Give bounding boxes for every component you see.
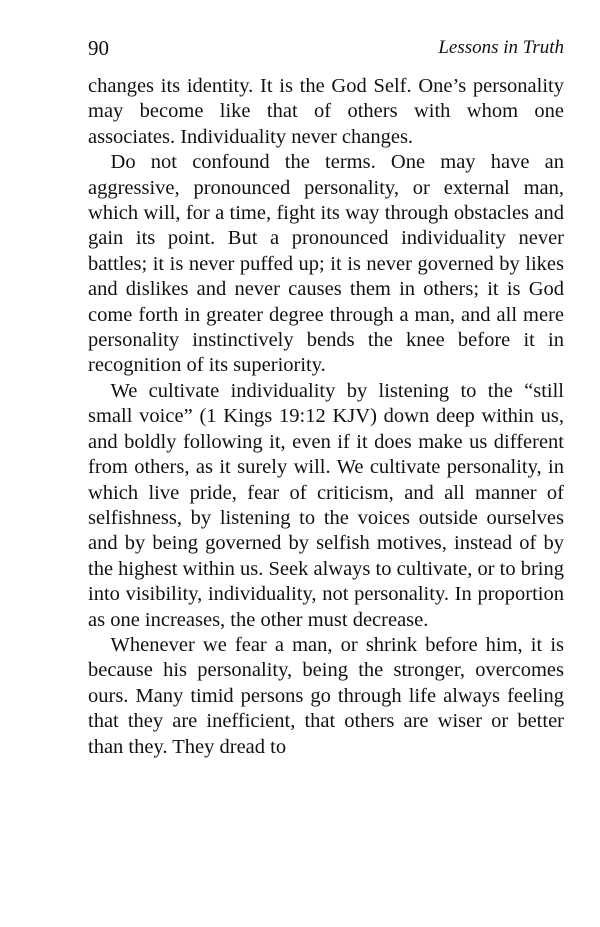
paragraph: Whenever we fear a man, or shrink before him, it is because his personality, being the stronger, overcomes ours. Many timid persons go through life always feeling that they are inefficient, that others are wiser or better than they. They dread to xyxy=(88,633,564,758)
page-header xyxy=(88,33,564,63)
paragraph: Do not confound the terms. One may have an aggressive, pronounced personality, or external man, which will, for a time, fight its way through obstacles and gain its point. But a pronounced individuality never battles; it is never puffed up; it is never governed by likes and dislikes and never causes them in others; it is God come forth in greater degree through a man, and all mere personality instinctively bends the knee before it in recognition of its superiority. xyxy=(88,151,564,377)
body-text xyxy=(88,74,564,760)
paragraph-continued: changes its identity. It is the God Self. One’s personality may become like that of others with whom one associates. Individuality never changes. xyxy=(88,75,564,148)
page-number: 90 xyxy=(88,36,109,60)
paragraph: We cultivate individuality by listening to the “still small voice” (1 Kings 19:12 KJV) down deep within us, and boldly following it, even if it does make us different from others, as it surely will. We cultivate personality, in which live pride, fear of criticism, and all manner of selfishness, by listening to the voices outside ourselves and by being governed by selfish motives, instead of by the highest within us. Seek always to cultivate, or to bring into visibility, individuality, not personality. In proportion as one increases, the other must decrease. xyxy=(88,379,564,631)
running-head-title: Lessons in Truth xyxy=(438,37,564,58)
